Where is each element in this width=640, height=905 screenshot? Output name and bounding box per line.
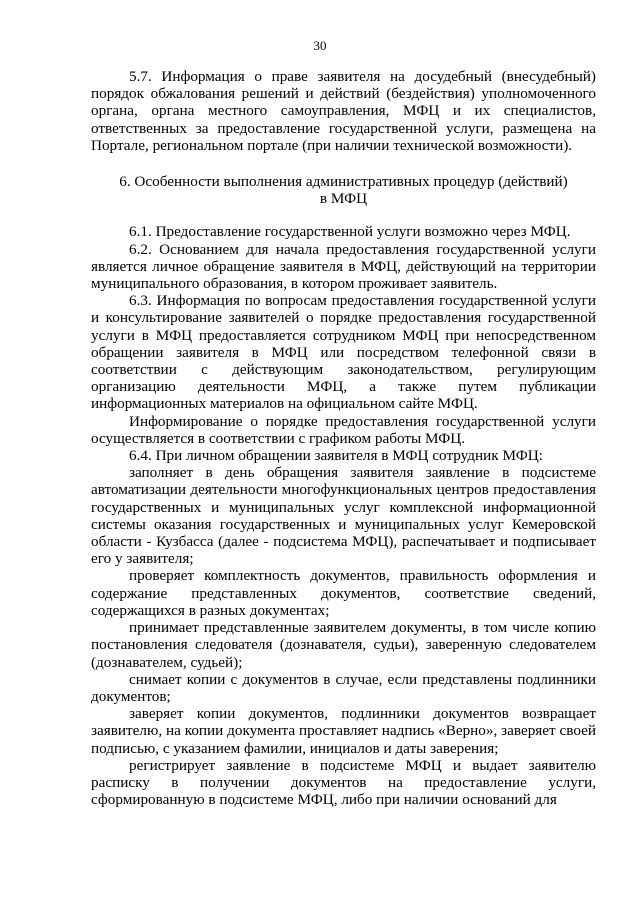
document-body xyxy=(91,68,596,808)
paragraph-6-3: 6.3. Информация по вопросам предоставления государственной услуги и консультирование заявителей о порядке предоставления государственной услуги в МФЦ предоставляется сотрудником МФЦ при непосредственном обращении заявителя в МФЦ или посредством телефонной связи в соответствии с действующим законодательством, регулирующим организацию деятельности МФЦ, а также путем публикации информационных материалов на официальном сайте МФЦ. xyxy=(91,292,596,413)
paragraph-6-1: 6.1. Предоставление государственной услуги возможно через МФЦ. xyxy=(129,223,571,241)
paragraph-6-3-informing: Информирование о порядке предоставления государственной услуги осуществляется в соответствии с графиком работы МФЦ. xyxy=(91,412,596,447)
paragraph-6-2: 6.2. Основанием для начала предоставления государственной услуги является личное обращение заявителя в МФЦ, действующий на территории муниципального образования, в котором проживает заявитель. xyxy=(91,240,596,293)
section-6-heading-line2: в МФЦ xyxy=(319,190,368,208)
list-item-accepts-documents: принимает представленные заявителем документы, в том числе копию постановления следователя (дознавателя, судьи), заверенную следователем (дознавателем, судьей); xyxy=(91,619,596,671)
list-item-certifies-copies: заверяет копии документов, подлинники документов возвращает заявителю, на копии документа проставляет надпись «Верно», заверяет своей подписью, с указанием фамилии, инициалов и даты заверения; xyxy=(91,705,596,757)
list-item-registers-application: регистрирует заявление в подсистеме МФЦ и выдает заявителю расписку в получении документов на предоставление услуги, сформированную в подсистеме МФЦ, либо при наличии оснований для xyxy=(91,756,596,809)
paragraph-5-7: 5.7. Информация о праве заявителя на досудебный (внесудебный) порядок обжалования решений и действий (бездействия) уполномоченного органа, органа местного самоуправления, МФЦ и их специалистов, ответственных за предоставление государственной услуги, размещена на Портале, региональном портале (при наличии технической возможности). xyxy=(91,68,596,154)
list-item-fills-application: заполняет в день обращения заявителя заявление в подсистеме автоматизации деятельности многофункциональных центров предоставления государственных и муниципальных услуг комплексной информационной системы оказания государственных и муниципальных услуг Кемеровской области - Кузбасса (далее - подсистема МФЦ), распечатывает и подписывает его у заявителя; xyxy=(91,464,596,568)
paragraph-6-4: 6.4. При личном обращении заявителя в МФЦ сотрудник МФЦ: xyxy=(129,447,543,465)
section-6-heading xyxy=(91,173,596,207)
page-number: 30 xyxy=(313,38,327,53)
list-item-checks-documents: проверяет комплектность документов, правильность оформления и содержание представленных документов, соответствие сведений, содержащихся в разных документах; xyxy=(91,567,596,619)
section-6-heading-line1: 6. Особенности выполнения административных процедур (действий) xyxy=(119,173,568,191)
list-item-makes-copies: снимает копии с документов в случае, если представлены подлинники документов; xyxy=(91,670,596,705)
